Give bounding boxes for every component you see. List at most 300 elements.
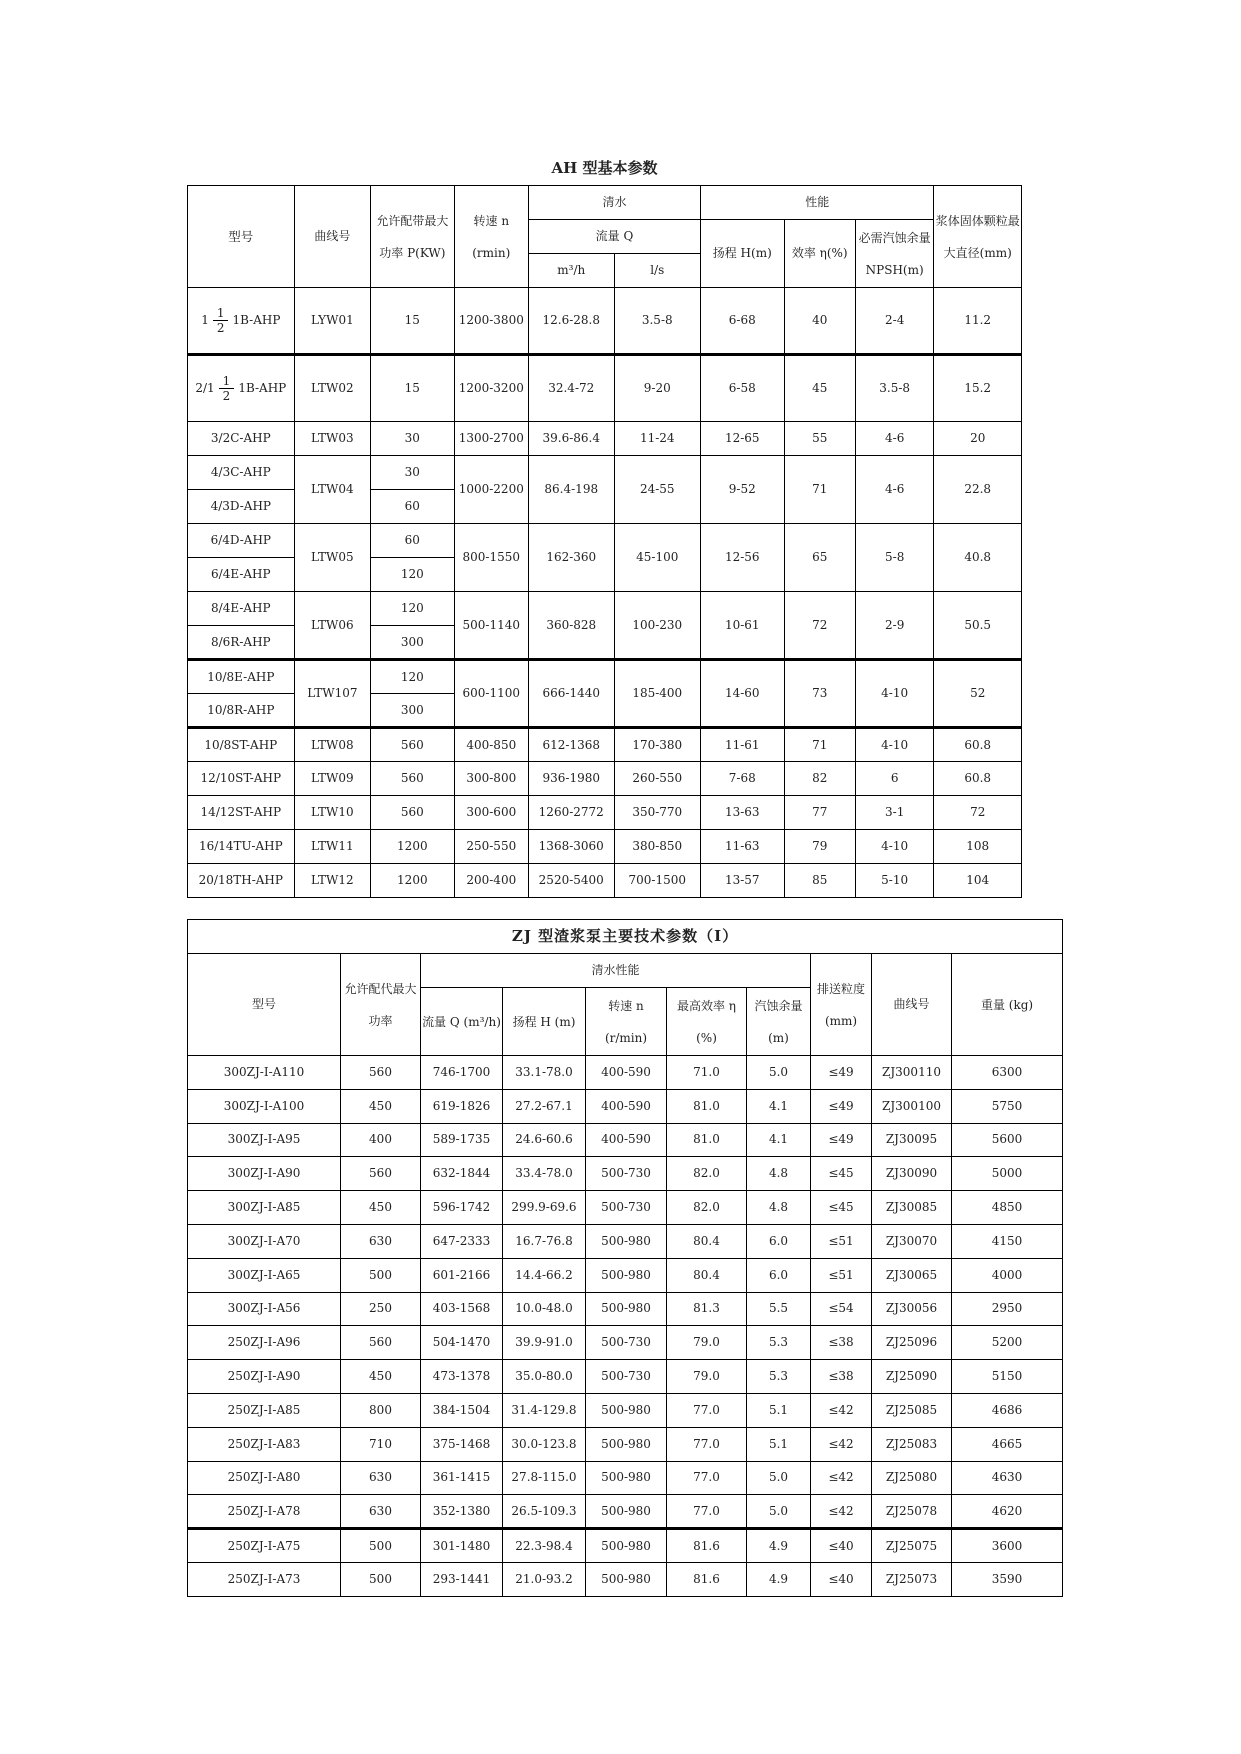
header-head: 扬程 H(m) bbox=[701, 220, 784, 288]
weight-cell: 3600 bbox=[952, 1529, 1063, 1563]
curve-cell: LTW08 bbox=[294, 728, 370, 762]
power-cell: 15 bbox=[371, 288, 454, 355]
flow-cell: 375-1468 bbox=[421, 1427, 503, 1461]
ah-table-title: AH 型基本参数 bbox=[551, 159, 658, 177]
efficiency-cell: 81.0 bbox=[667, 1123, 747, 1157]
speed-cell: 500-980 bbox=[586, 1529, 667, 1563]
npsh-cell: 4-6 bbox=[855, 422, 933, 456]
model-cell: 8/4E-AHP bbox=[188, 592, 295, 626]
zj-header-npsh: 汽蚀余量 (m) bbox=[747, 988, 811, 1056]
npsh-cell: 4.1 bbox=[747, 1089, 811, 1123]
flow-cell: 361-1415 bbox=[421, 1461, 503, 1495]
header-max-particle: 浆体固体颗粒最大直径(mm) bbox=[934, 186, 1022, 288]
flow-m3h-cell: 936-1980 bbox=[529, 762, 615, 796]
efficiency-cell: 40 bbox=[784, 288, 855, 355]
zj-parameters-table bbox=[187, 919, 1063, 1597]
flow-cell: 301-1480 bbox=[421, 1529, 503, 1563]
npsh-cell: 4-10 bbox=[855, 728, 933, 762]
particle-cell: ≤42 bbox=[811, 1427, 872, 1461]
flow-m3h-cell: 1260-2772 bbox=[529, 796, 615, 830]
weight-cell: 5000 bbox=[952, 1157, 1063, 1191]
efficiency-cell: 81.0 bbox=[667, 1089, 747, 1123]
speed-cell: 1200-3200 bbox=[454, 355, 528, 422]
power-cell: 1200 bbox=[371, 830, 454, 864]
curve-cell: ZJ25080 bbox=[872, 1461, 952, 1495]
table-row bbox=[188, 728, 1022, 762]
head-cell: 31.4-129.8 bbox=[503, 1393, 586, 1427]
model-cell: 10/8R-AHP bbox=[188, 694, 295, 728]
power-cell: 450 bbox=[341, 1089, 421, 1123]
zj-header-weight: 重量 (kg) bbox=[952, 954, 1063, 1056]
power-cell: 300 bbox=[371, 626, 454, 660]
efficiency-cell: 45 bbox=[784, 355, 855, 422]
speed-cell: 300-600 bbox=[454, 796, 528, 830]
speed-cell: 500-980 bbox=[586, 1495, 667, 1529]
particle-cell: ≤49 bbox=[811, 1056, 872, 1090]
curve-cell: ZJ300110 bbox=[872, 1056, 952, 1090]
power-cell: 60 bbox=[371, 524, 454, 558]
flow-ls-cell: 185-400 bbox=[614, 660, 701, 728]
particle-cell: ≤40 bbox=[811, 1529, 872, 1563]
power-cell: 710 bbox=[341, 1427, 421, 1461]
efficiency-cell: 79 bbox=[784, 830, 855, 864]
table-row bbox=[188, 1495, 1063, 1529]
flow-m3h-cell: 39.6-86.4 bbox=[529, 422, 615, 456]
speed-cell: 400-590 bbox=[586, 1089, 667, 1123]
head-cell: 13-57 bbox=[701, 864, 784, 898]
table-row bbox=[188, 1562, 1063, 1596]
weight-cell: 4620 bbox=[952, 1495, 1063, 1529]
curve-cell: ZJ300100 bbox=[872, 1089, 952, 1123]
power-cell: 120 bbox=[371, 558, 454, 592]
head-cell: 14-60 bbox=[701, 660, 784, 728]
model-cell: 10/8E-AHP bbox=[188, 660, 295, 694]
flow-m3h-cell: 666-1440 bbox=[529, 660, 615, 728]
table-row bbox=[188, 1157, 1063, 1191]
curve-cell: ZJ25078 bbox=[872, 1495, 952, 1529]
curve-cell: ZJ25096 bbox=[872, 1326, 952, 1360]
zj-header-flow: 流量 Q (m³/h) bbox=[421, 988, 503, 1056]
npsh-cell: 6 bbox=[855, 762, 933, 796]
table-row bbox=[188, 762, 1022, 796]
efficiency-cell: 77.0 bbox=[667, 1393, 747, 1427]
speed-cell: 400-590 bbox=[586, 1056, 667, 1090]
table-row bbox=[188, 1089, 1063, 1123]
head-cell: 22.3-98.4 bbox=[503, 1529, 586, 1563]
head-cell: 12-65 bbox=[701, 422, 784, 456]
npsh-cell: 4.8 bbox=[747, 1157, 811, 1191]
flow-m3h-cell: 612-1368 bbox=[529, 728, 615, 762]
table-row bbox=[188, 1360, 1063, 1394]
model-cell: 300ZJ-I-A70 bbox=[188, 1224, 341, 1258]
speed-cell: 500-730 bbox=[586, 1191, 667, 1225]
particle-cell: 15.2 bbox=[934, 355, 1022, 422]
particle-cell: ≤51 bbox=[811, 1258, 872, 1292]
efficiency-cell: 81.3 bbox=[667, 1292, 747, 1326]
flow-m3h-cell: 360-828 bbox=[529, 592, 615, 660]
curve-cell: ZJ25083 bbox=[872, 1427, 952, 1461]
weight-cell: 4686 bbox=[952, 1393, 1063, 1427]
header-speed: 转速 n (rmin) bbox=[454, 186, 528, 288]
table-row bbox=[188, 1224, 1063, 1258]
head-cell: 13-63 bbox=[701, 796, 784, 830]
power-cell: 250 bbox=[341, 1292, 421, 1326]
model-cell: 250ZJ-I-A83 bbox=[188, 1427, 341, 1461]
head-cell: 14.4-66.2 bbox=[503, 1258, 586, 1292]
power-cell: 500 bbox=[341, 1562, 421, 1596]
table-row bbox=[188, 1326, 1063, 1360]
header-flow-m3h: m³/h bbox=[529, 254, 615, 288]
npsh-cell: 5.3 bbox=[747, 1360, 811, 1394]
head-cell: 9-52 bbox=[701, 456, 784, 524]
curve-cell: ZJ30095 bbox=[872, 1123, 952, 1157]
particle-cell: 52 bbox=[934, 660, 1022, 728]
flow-cell: 632-1844 bbox=[421, 1157, 503, 1191]
head-cell: 10-61 bbox=[701, 592, 784, 660]
header-performance: 性能 bbox=[701, 186, 934, 220]
speed-cell: 1300-2700 bbox=[454, 422, 528, 456]
power-cell: 300 bbox=[371, 694, 454, 728]
particle-cell: 50.5 bbox=[934, 592, 1022, 660]
head-cell: 6-58 bbox=[701, 355, 784, 422]
npsh-cell: 4.1 bbox=[747, 1123, 811, 1157]
model-cell: 6/4D-AHP bbox=[188, 524, 295, 558]
model-cell: 300ZJ-I-A90 bbox=[188, 1157, 341, 1191]
flow-m3h-cell: 1368-3060 bbox=[529, 830, 615, 864]
power-cell: 500 bbox=[341, 1529, 421, 1563]
curve-cell: LTW12 bbox=[294, 864, 370, 898]
speed-cell: 500-730 bbox=[586, 1360, 667, 1394]
speed-cell: 500-730 bbox=[586, 1157, 667, 1191]
speed-cell: 600-1100 bbox=[454, 660, 528, 728]
efficiency-cell: 71 bbox=[784, 728, 855, 762]
speed-cell: 200-400 bbox=[454, 864, 528, 898]
curve-cell: LTW09 bbox=[294, 762, 370, 796]
npsh-cell: 5.0 bbox=[747, 1056, 811, 1090]
power-cell: 15 bbox=[371, 355, 454, 422]
head-cell: 26.5-109.3 bbox=[503, 1495, 586, 1529]
head-cell: 6-68 bbox=[701, 288, 784, 355]
power-cell: 30 bbox=[371, 422, 454, 456]
curve-cell: LTW03 bbox=[294, 422, 370, 456]
npsh-cell: 4-10 bbox=[855, 660, 933, 728]
power-cell: 400 bbox=[341, 1123, 421, 1157]
power-cell: 120 bbox=[371, 660, 454, 694]
zj-header-speed: 转速 n (r/min) bbox=[586, 988, 667, 1056]
zj-header-particle: 排送粒度 (mm) bbox=[811, 954, 872, 1056]
speed-cell: 500-980 bbox=[586, 1292, 667, 1326]
efficiency-cell: 77.0 bbox=[667, 1461, 747, 1495]
zj-header-clear-water: 清水性能 bbox=[421, 954, 811, 988]
flow-cell: 384-1504 bbox=[421, 1393, 503, 1427]
model-cell: 300ZJ-I-A110 bbox=[188, 1056, 341, 1090]
efficiency-cell: 72 bbox=[784, 592, 855, 660]
weight-cell: 3590 bbox=[952, 1562, 1063, 1596]
model-cell: 1 1 2 1B-AHP bbox=[188, 288, 295, 355]
model-cell: 250ZJ-I-A85 bbox=[188, 1393, 341, 1427]
curve-cell: ZJ25075 bbox=[872, 1529, 952, 1563]
flow-cell: 601-2166 bbox=[421, 1258, 503, 1292]
curve-cell: LTW107 bbox=[294, 660, 370, 728]
power-cell: 560 bbox=[371, 728, 454, 762]
npsh-cell: 3.5-8 bbox=[855, 355, 933, 422]
flow-ls-cell: 9-20 bbox=[614, 355, 701, 422]
npsh-cell: 2-9 bbox=[855, 592, 933, 660]
speed-cell: 400-590 bbox=[586, 1123, 667, 1157]
flow-cell: 473-1378 bbox=[421, 1360, 503, 1394]
model-cell: 4/3D-AHP bbox=[188, 490, 295, 524]
curve-cell: LTW02 bbox=[294, 355, 370, 422]
flow-cell: 403-1568 bbox=[421, 1292, 503, 1326]
weight-cell: 4630 bbox=[952, 1461, 1063, 1495]
power-cell: 800 bbox=[341, 1393, 421, 1427]
flow-m3h-cell: 2520-5400 bbox=[529, 864, 615, 898]
efficiency-cell: 80.4 bbox=[667, 1258, 747, 1292]
weight-cell: 5750 bbox=[952, 1089, 1063, 1123]
curve-cell: LTW10 bbox=[294, 796, 370, 830]
curve-cell: LYW01 bbox=[294, 288, 370, 355]
table-row bbox=[188, 1258, 1063, 1292]
particle-cell: 22.8 bbox=[934, 456, 1022, 524]
npsh-cell: 5-10 bbox=[855, 864, 933, 898]
model-cell: 300ZJ-I-A100 bbox=[188, 1089, 341, 1123]
weight-cell: 2950 bbox=[952, 1292, 1063, 1326]
head-cell: 33.1-78.0 bbox=[503, 1056, 586, 1090]
npsh-cell: 4.8 bbox=[747, 1191, 811, 1225]
head-cell: 24.6-60.6 bbox=[503, 1123, 586, 1157]
particle-cell: ≤54 bbox=[811, 1292, 872, 1326]
power-cell: 630 bbox=[341, 1461, 421, 1495]
efficiency-cell: 82.0 bbox=[667, 1191, 747, 1225]
weight-cell: 5200 bbox=[952, 1326, 1063, 1360]
efficiency-cell: 65 bbox=[784, 524, 855, 592]
curve-cell: LTW11 bbox=[294, 830, 370, 864]
power-cell: 30 bbox=[371, 456, 454, 490]
weight-cell: 5600 bbox=[952, 1123, 1063, 1157]
table-row bbox=[188, 1123, 1063, 1157]
particle-cell: ≤38 bbox=[811, 1360, 872, 1394]
efficiency-cell: 81.6 bbox=[667, 1562, 747, 1596]
model-cell: 10/8ST-AHP bbox=[188, 728, 295, 762]
efficiency-cell: 85 bbox=[784, 864, 855, 898]
particle-cell: ≤42 bbox=[811, 1461, 872, 1495]
header-clear-water: 清水 bbox=[529, 186, 701, 220]
zj-header-power: 允许配代最大功率 bbox=[341, 954, 421, 1056]
model-cell: 250ZJ-I-A75 bbox=[188, 1529, 341, 1563]
curve-cell: ZJ30085 bbox=[872, 1191, 952, 1225]
efficiency-cell: 71.0 bbox=[667, 1056, 747, 1090]
model-cell: 3/2C-AHP bbox=[188, 422, 295, 456]
speed-cell: 500-1140 bbox=[454, 592, 528, 660]
speed-cell: 1200-3800 bbox=[454, 288, 528, 355]
zj-header-model: 型号 bbox=[188, 954, 341, 1056]
table-row bbox=[188, 592, 1022, 626]
curve-cell: ZJ30090 bbox=[872, 1157, 952, 1191]
npsh-cell: 5.0 bbox=[747, 1495, 811, 1529]
particle-cell: ≤42 bbox=[811, 1393, 872, 1427]
head-cell: 33.4-78.0 bbox=[503, 1157, 586, 1191]
power-cell: 450 bbox=[341, 1191, 421, 1225]
head-cell: 12-56 bbox=[701, 524, 784, 592]
flow-m3h-cell: 32.4-72 bbox=[529, 355, 615, 422]
efficiency-cell: 79.0 bbox=[667, 1360, 747, 1394]
speed-cell: 500-730 bbox=[586, 1326, 667, 1360]
table-row bbox=[188, 864, 1022, 898]
curve-cell: ZJ25073 bbox=[872, 1562, 952, 1596]
particle-cell: ≤42 bbox=[811, 1495, 872, 1529]
model-cell: 250ZJ-I-A78 bbox=[188, 1495, 341, 1529]
header-power: 允许配带最大功率 P(KW) bbox=[371, 186, 454, 288]
model-cell: 300ZJ-I-A95 bbox=[188, 1123, 341, 1157]
zj-table-title: ZJ 型渣浆泵主要技术参数（Ⅰ） bbox=[188, 920, 1063, 954]
flow-ls-cell: 380-850 bbox=[614, 830, 701, 864]
curve-cell: ZJ30056 bbox=[872, 1292, 952, 1326]
particle-cell: ≤45 bbox=[811, 1191, 872, 1225]
zj-header-curve: 曲线号 bbox=[872, 954, 952, 1056]
power-cell: 560 bbox=[341, 1326, 421, 1360]
head-cell: 7-68 bbox=[701, 762, 784, 796]
particle-cell: 104 bbox=[934, 864, 1022, 898]
particle-cell: 20 bbox=[934, 422, 1022, 456]
model-cell: 8/6R-AHP bbox=[188, 626, 295, 660]
head-cell: 21.0-93.2 bbox=[503, 1562, 586, 1596]
head-cell: 11-61 bbox=[701, 728, 784, 762]
model-cell: 12/10ST-AHP bbox=[188, 762, 295, 796]
npsh-cell: 5.3 bbox=[747, 1326, 811, 1360]
npsh-cell: 4-6 bbox=[855, 456, 933, 524]
particle-cell: ≤49 bbox=[811, 1089, 872, 1123]
head-cell: 35.0-80.0 bbox=[503, 1360, 586, 1394]
particle-cell: 60.8 bbox=[934, 728, 1022, 762]
head-cell: 16.7-76.8 bbox=[503, 1224, 586, 1258]
flow-cell: 504-1470 bbox=[421, 1326, 503, 1360]
model-cell: 14/12ST-AHP bbox=[188, 796, 295, 830]
table-row bbox=[188, 830, 1022, 864]
speed-cell: 400-850 bbox=[454, 728, 528, 762]
header-flow: 流量 Q bbox=[529, 220, 701, 254]
power-cell: 120 bbox=[371, 592, 454, 626]
curve-cell: ZJ30070 bbox=[872, 1224, 952, 1258]
efficiency-cell: 81.6 bbox=[667, 1529, 747, 1563]
flow-ls-cell: 700-1500 bbox=[614, 864, 701, 898]
flow-cell: 352-1380 bbox=[421, 1495, 503, 1529]
efficiency-cell: 55 bbox=[784, 422, 855, 456]
power-cell: 630 bbox=[341, 1495, 421, 1529]
model-cell: 250ZJ-I-A90 bbox=[188, 1360, 341, 1394]
particle-cell: ≤49 bbox=[811, 1123, 872, 1157]
speed-cell: 500-980 bbox=[586, 1461, 667, 1495]
npsh-cell: 2-4 bbox=[855, 288, 933, 355]
model-cell: 16/14TU-AHP bbox=[188, 830, 295, 864]
flow-ls-cell: 45-100 bbox=[614, 524, 701, 592]
model-cell: 20/18TH-AHP bbox=[188, 864, 295, 898]
speed-cell: 500-980 bbox=[586, 1224, 667, 1258]
weight-cell: 4000 bbox=[952, 1258, 1063, 1292]
curve-cell: ZJ30065 bbox=[872, 1258, 952, 1292]
head-cell: 39.9-91.0 bbox=[503, 1326, 586, 1360]
particle-cell: ≤40 bbox=[811, 1562, 872, 1596]
power-cell: 560 bbox=[341, 1056, 421, 1090]
table-row bbox=[188, 1393, 1063, 1427]
efficiency-cell: 77.0 bbox=[667, 1495, 747, 1529]
efficiency-cell: 71 bbox=[784, 456, 855, 524]
table-row bbox=[188, 1056, 1063, 1090]
weight-cell: 4665 bbox=[952, 1427, 1063, 1461]
npsh-cell: 4-10 bbox=[855, 830, 933, 864]
efficiency-cell: 77 bbox=[784, 796, 855, 830]
flow-cell: 746-1700 bbox=[421, 1056, 503, 1090]
curve-cell: LTW05 bbox=[294, 524, 370, 592]
flow-ls-cell: 24-55 bbox=[614, 456, 701, 524]
particle-cell: ≤45 bbox=[811, 1157, 872, 1191]
power-cell: 1200 bbox=[371, 864, 454, 898]
weight-cell: 4850 bbox=[952, 1191, 1063, 1225]
power-cell: 560 bbox=[371, 762, 454, 796]
speed-cell: 500-980 bbox=[586, 1427, 667, 1461]
flow-ls-cell: 350-770 bbox=[614, 796, 701, 830]
table-row bbox=[188, 1461, 1063, 1495]
weight-cell: 4150 bbox=[952, 1224, 1063, 1258]
zj-header-head: 扬程 H (m) bbox=[503, 988, 586, 1056]
npsh-cell: 6.0 bbox=[747, 1258, 811, 1292]
power-cell: 500 bbox=[341, 1258, 421, 1292]
speed-cell: 500-980 bbox=[586, 1393, 667, 1427]
model-cell: 2/1 1 2 1B-AHP bbox=[188, 355, 295, 422]
npsh-cell: 5-8 bbox=[855, 524, 933, 592]
header-flow-ls: l/s bbox=[614, 254, 701, 288]
flow-cell: 596-1742 bbox=[421, 1191, 503, 1225]
model-cell: 6/4E-AHP bbox=[188, 558, 295, 592]
head-cell: 27.8-115.0 bbox=[503, 1461, 586, 1495]
curve-cell: ZJ25085 bbox=[872, 1393, 952, 1427]
weight-cell: 5150 bbox=[952, 1360, 1063, 1394]
flow-cell: 619-1826 bbox=[421, 1089, 503, 1123]
particle-cell: 11.2 bbox=[934, 288, 1022, 355]
npsh-cell: 4.9 bbox=[747, 1562, 811, 1596]
particle-cell: 108 bbox=[934, 830, 1022, 864]
power-cell: 450 bbox=[341, 1360, 421, 1394]
npsh-cell: 4.9 bbox=[747, 1529, 811, 1563]
curve-cell: LTW04 bbox=[294, 456, 370, 524]
head-cell: 11-63 bbox=[701, 830, 784, 864]
head-cell: 299.9-69.6 bbox=[503, 1191, 586, 1225]
model-cell: 250ZJ-I-A80 bbox=[188, 1461, 341, 1495]
model-cell: 4/3C-AHP bbox=[188, 456, 295, 490]
model-cell: 250ZJ-I-A73 bbox=[188, 1562, 341, 1596]
speed-cell: 500-980 bbox=[586, 1258, 667, 1292]
power-cell: 630 bbox=[341, 1224, 421, 1258]
flow-ls-cell: 3.5-8 bbox=[614, 288, 701, 355]
power-cell: 560 bbox=[341, 1157, 421, 1191]
speed-cell: 300-800 bbox=[454, 762, 528, 796]
table-row bbox=[188, 1427, 1063, 1461]
flow-cell: 647-2333 bbox=[421, 1224, 503, 1258]
flow-ls-cell: 170-380 bbox=[614, 728, 701, 762]
npsh-cell: 5.1 bbox=[747, 1427, 811, 1461]
table-row bbox=[188, 796, 1022, 830]
power-cell: 560 bbox=[371, 796, 454, 830]
table-row bbox=[188, 422, 1022, 456]
flow-m3h-cell: 12.6-28.8 bbox=[529, 288, 615, 355]
header-npsh: 必需汽蚀余量 NPSH(m) bbox=[855, 220, 933, 288]
head-cell: 10.0-48.0 bbox=[503, 1292, 586, 1326]
flow-cell: 293-1441 bbox=[421, 1562, 503, 1596]
efficiency-cell: 79.0 bbox=[667, 1326, 747, 1360]
table-row bbox=[188, 1529, 1063, 1563]
efficiency-cell: 82 bbox=[784, 762, 855, 796]
efficiency-cell: 80.4 bbox=[667, 1224, 747, 1258]
npsh-cell: 6.0 bbox=[747, 1224, 811, 1258]
